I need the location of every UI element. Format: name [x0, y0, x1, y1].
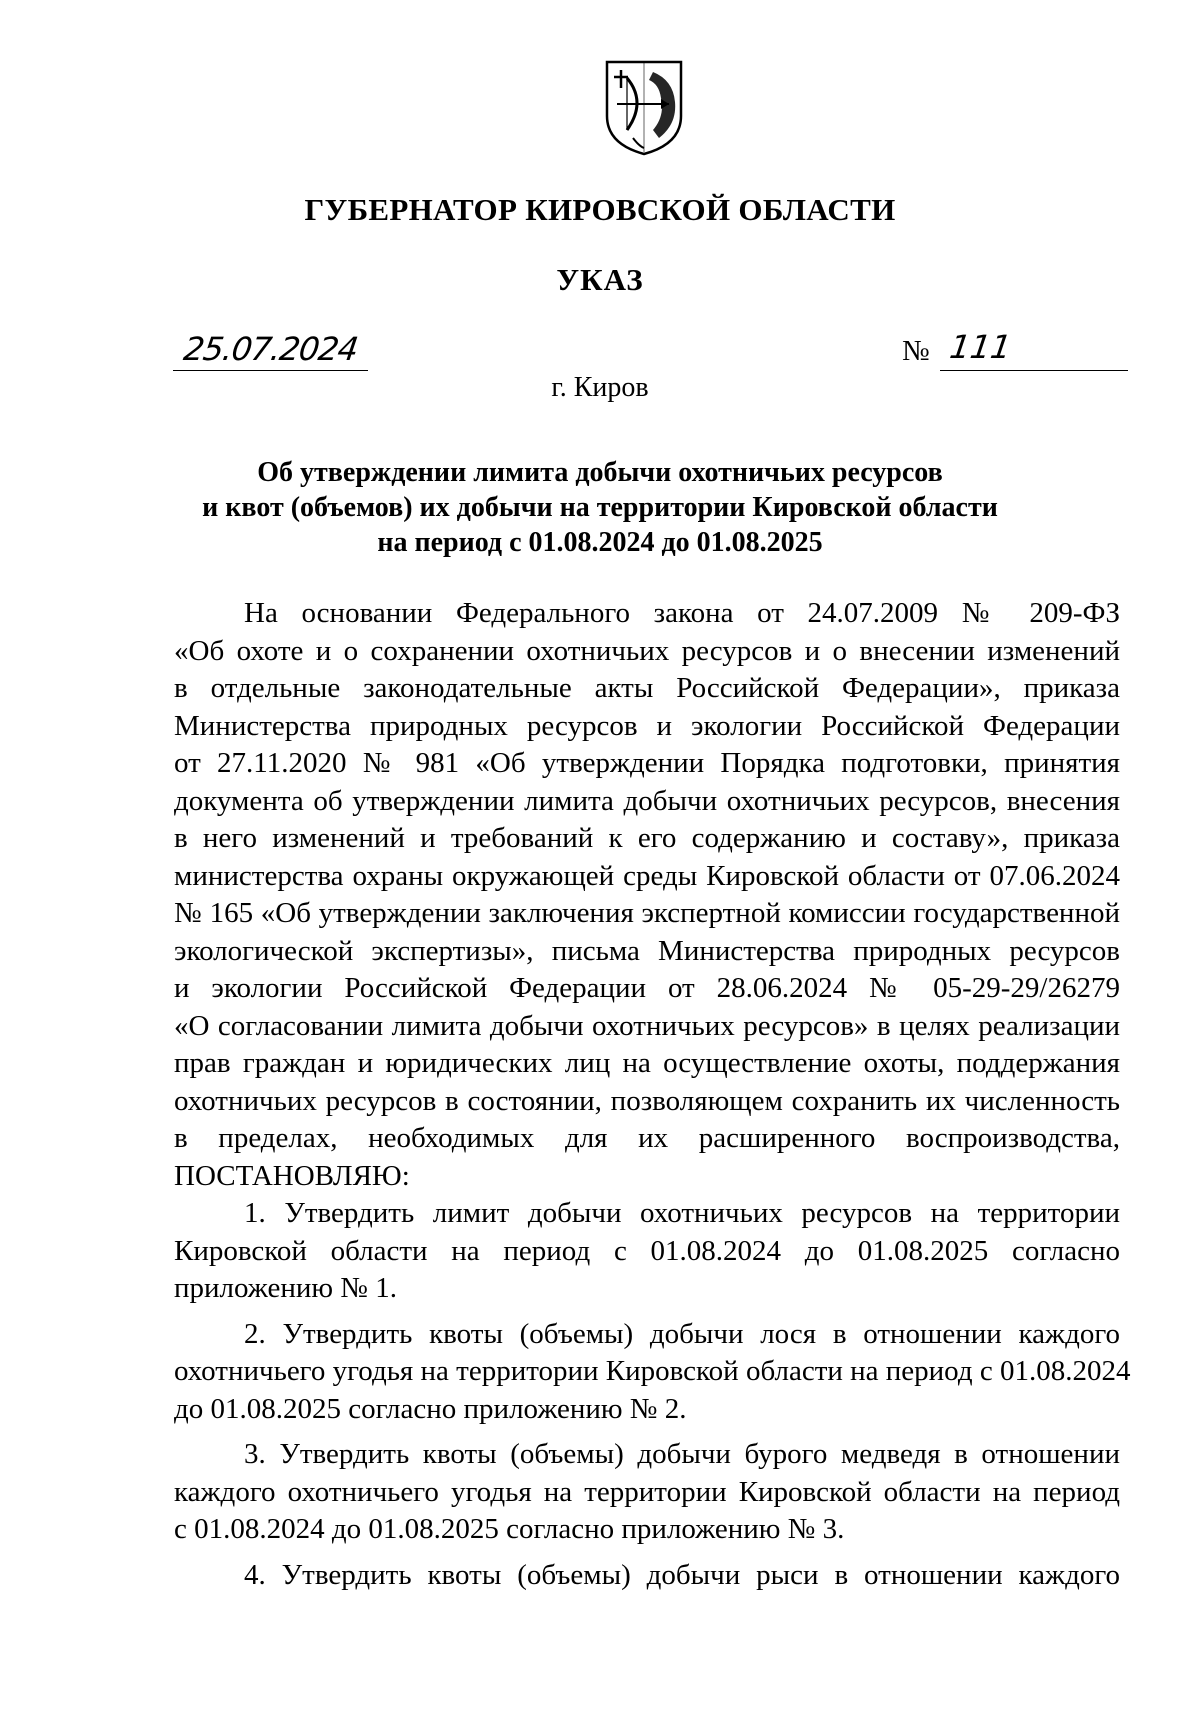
title-line: и квот (объемов) их добычи на территории Кировской области — [202, 492, 998, 523]
body-line: и экологии Российской Федерации от 28.06.2024 № 05-29-29/26279 — [174, 972, 1120, 1004]
body-line: 3. Утвердить квоты (объемы) добычи бурого медведя в отношении — [244, 1438, 1120, 1470]
body-line: в отдельные законодательные акты Российской Федерации», приказа — [174, 672, 1120, 704]
decree-body — [174, 595, 1131, 1594]
city: г. Киров — [551, 372, 649, 403]
body-line: охотничьего угодья на территории Кировской области на период с 01.08.2024 — [174, 1355, 1131, 1387]
body-line: с 01.08.2024 до 01.08.2025 согласно приложению № 3. — [174, 1513, 845, 1545]
body-line: от 27.11.2020 № 981 «Об утверждении Порядка подготовки, принятия — [174, 747, 1120, 779]
document-type: УКАЗ — [556, 262, 644, 297]
body-line: каждого охотничьего угодья на территории Кировской области на период — [174, 1475, 1120, 1508]
body-line: экологической экспертизы», письма Министерства природных ресурсов — [174, 934, 1120, 967]
handwritten-date: 25.07.2024 — [181, 330, 360, 368]
body-line: 4. Утвердить квоты (объемы) добычи рыси в отношении каждого — [244, 1558, 1120, 1591]
body-line: прав граждан и юридических лиц на осуществление охоты, поддержания — [174, 1047, 1120, 1079]
body-line: министерства охраны окружающей среды Кировской области от 07.06.2024 — [174, 859, 1120, 892]
body-line: № 165 «Об утверждении заключения экспертной комиссии государственной — [174, 897, 1120, 929]
decree-item-4 — [174, 1557, 1120, 1595]
handwritten-number: 111 — [947, 328, 1014, 366]
issuing-authority: ГУБЕРНАТОР КИРОВСКОЙ ОБЛАСТИ — [304, 192, 896, 227]
body-line: охотничьих ресурсов в состоянии, позволяющем сохранить их численность — [174, 1084, 1120, 1117]
preamble-paragraph — [174, 595, 1120, 1195]
body-line: «О согласовании лимита добычи охотничьих ресурсов» в целях реализации — [174, 1009, 1120, 1042]
number-underline — [940, 370, 1128, 371]
body-line: ПОСТАНОВЛЯЮ: — [174, 1159, 410, 1192]
body-line: «Об охоте и о сохранении охотничьих ресурсов и о внесении изменений — [174, 634, 1120, 667]
body-line: На основании Федерального закона от 24.07.2009 № 209-ФЗ — [244, 597, 1120, 629]
body-line: Министерства природных ресурсов и экологии Российской Федерации — [174, 709, 1120, 742]
coat-of-arms-emblem — [603, 58, 685, 156]
body-line: до 01.08.2025 согласно приложению № 2. — [174, 1392, 687, 1425]
body-line: в пределах, необходимых для их расширенного воспроизводства, — [174, 1122, 1120, 1154]
date-underline — [173, 370, 368, 371]
number-sign: № — [902, 335, 930, 367]
title-line: на период с 01.08.2024 до 01.08.2025 — [377, 527, 823, 558]
body-line: 1. Утвердить лимит добычи охотничьих ресурсов на территории — [244, 1197, 1120, 1229]
body-line: в него изменений и требований к его содержанию и составу», приказа — [174, 822, 1120, 854]
title-line: Об утверждении лимита добычи охотничьих ресурсов — [257, 457, 943, 488]
body-line: Кировской области на период с 01.08.2024 до 01.08.2025 согласно — [174, 1234, 1120, 1267]
decree-item-3 — [174, 1436, 1120, 1549]
body-line: документа об утверждении лимита добычи охотничьих ресурсов, внесения — [174, 784, 1120, 817]
decree-item-1 — [174, 1195, 1120, 1308]
decree-item-2 — [174, 1316, 1131, 1429]
body-line: 2. Утвердить квоты (объемы) добычи лося в отношении каждого — [244, 1317, 1120, 1350]
decree-title — [150, 455, 1050, 560]
body-line: приложению № 1. — [174, 1272, 397, 1304]
